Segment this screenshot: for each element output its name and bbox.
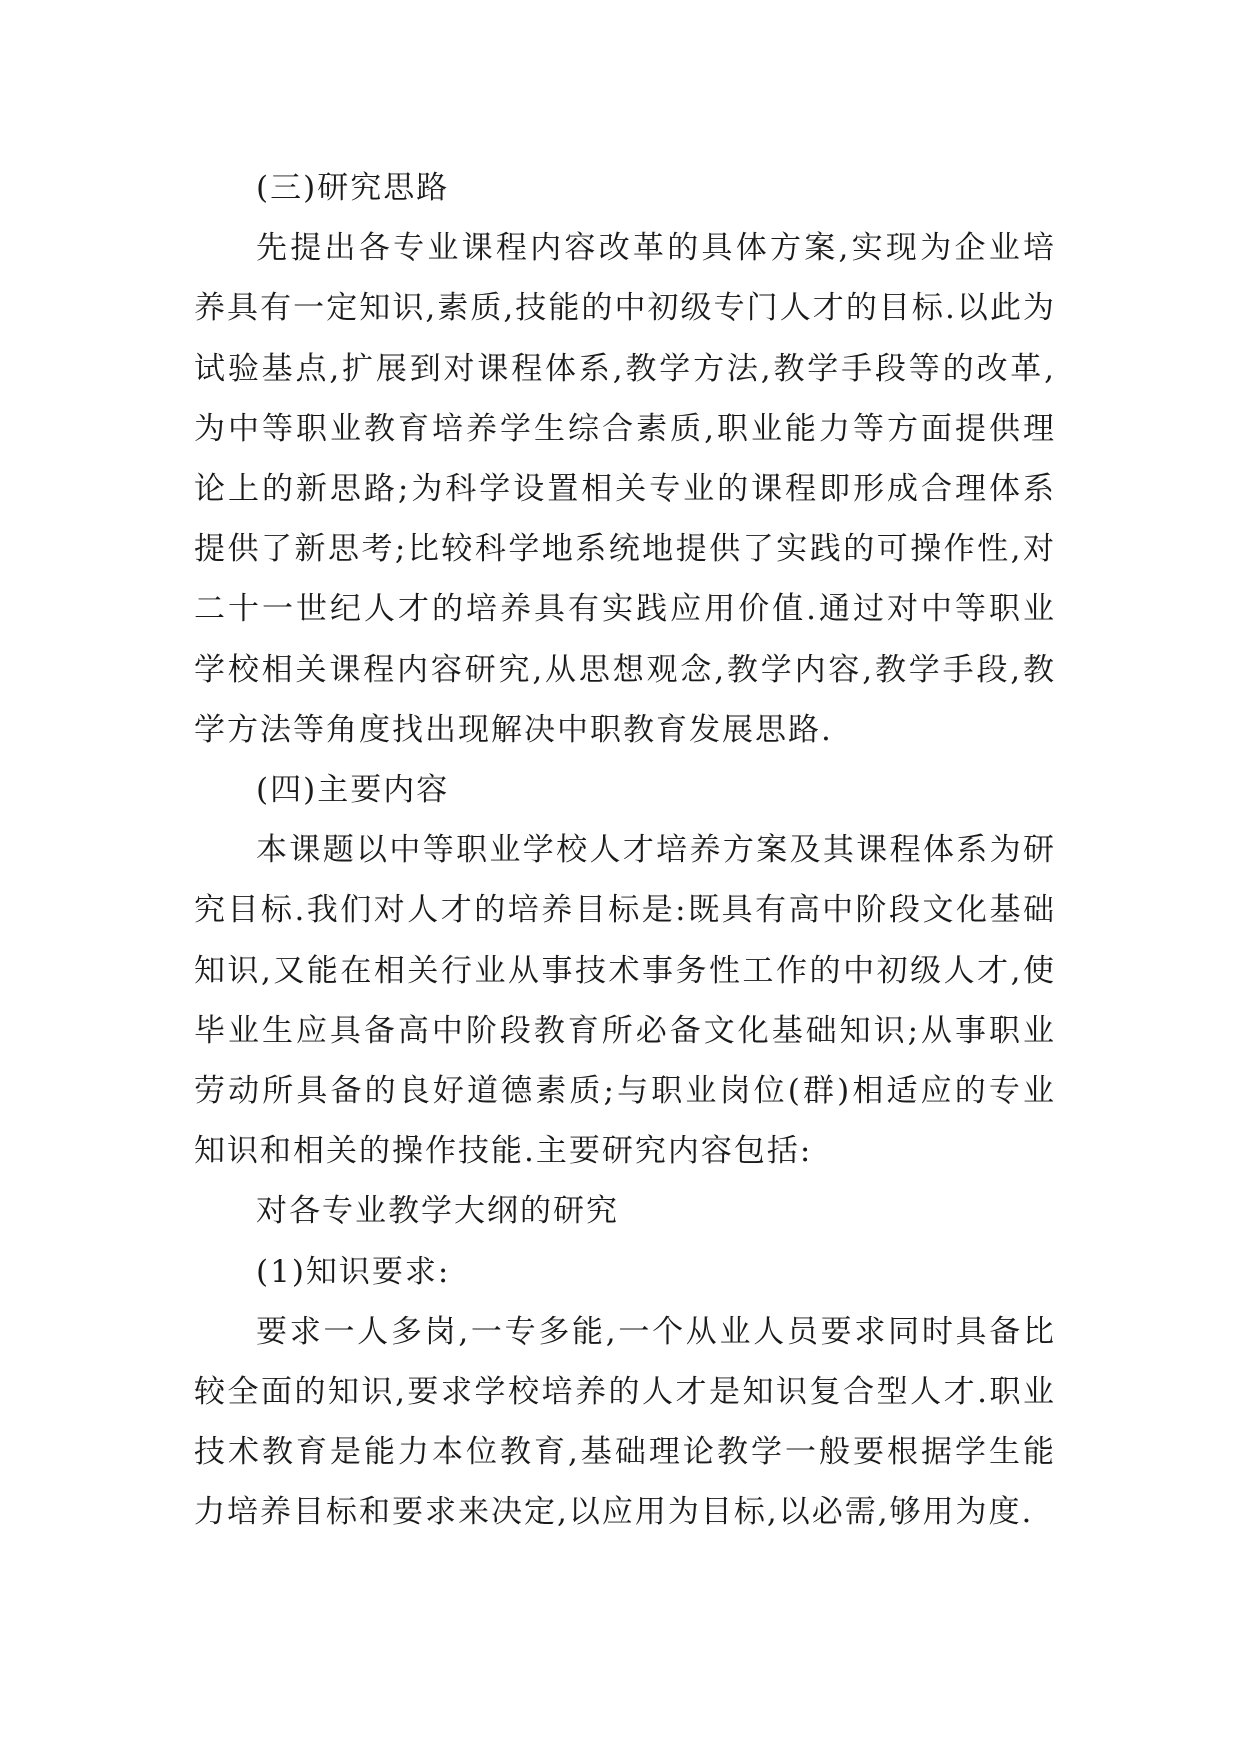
section-heading-main-content: (四)主要内容 <box>256 772 450 809</box>
document-body <box>194 158 1056 1543</box>
paragraph-knowledge-requirements: 要求一人多岗,一专多能,一个从业人员要求同时具备比较全面的知识,要求学校培养的人才是知识复合型人才.职业技术教育是能力本位教育,基础理论教学一般要根据学生能力培养目标和要求来决定,以应用为目标,以必需,够用为度. <box>194 1313 1056 1531</box>
section-heading-research-approach: (三)研究思路 <box>256 170 450 206</box>
paragraph-research-approach: 先提出各专业课程内容改革的具体方案,实现为企业培养具有一定知识,素质,技能的中初级专门人才的目标.以此为试验基点,扩展到对课程体系,教学方法,教学手段等的改革,为中等职业教育培养学生综合素质,职业能力等方面提供理论上的新思路;为科学设置相关专业的课程即形成合理体系提供了新思考;比较科学地系统地提供了实践的可操作性,对二十一世纪人才的培养具有实践应用价值.通过对中等职业学校相关课程内容研究,从思想观念,教学内容,教学手段,教学方法等角度找出现解决中职教育发展思路. <box>194 230 1056 748</box>
paragraph-main-content: 本课题以中等职业学校人才培养方案及其课程体系为研究目标.我们对人才的培养目标是:既具有高中阶段文化基础知识,又能在相关行业从事技术事务性工作的中初级人才,使毕业生应具备高中阶段教育所必备文化基础知识;从事职业劳动所具备的良好道德素质;与职业岗位(群)相适应的专业知识和相关的操作技能.主要研究内容包括: <box>194 832 1056 1170</box>
subheading-knowledge-requirements: (1)知识要求: <box>256 1253 451 1290</box>
subheading-syllabus-research: 对各专业教学大纲的研究 <box>256 1193 619 1230</box>
